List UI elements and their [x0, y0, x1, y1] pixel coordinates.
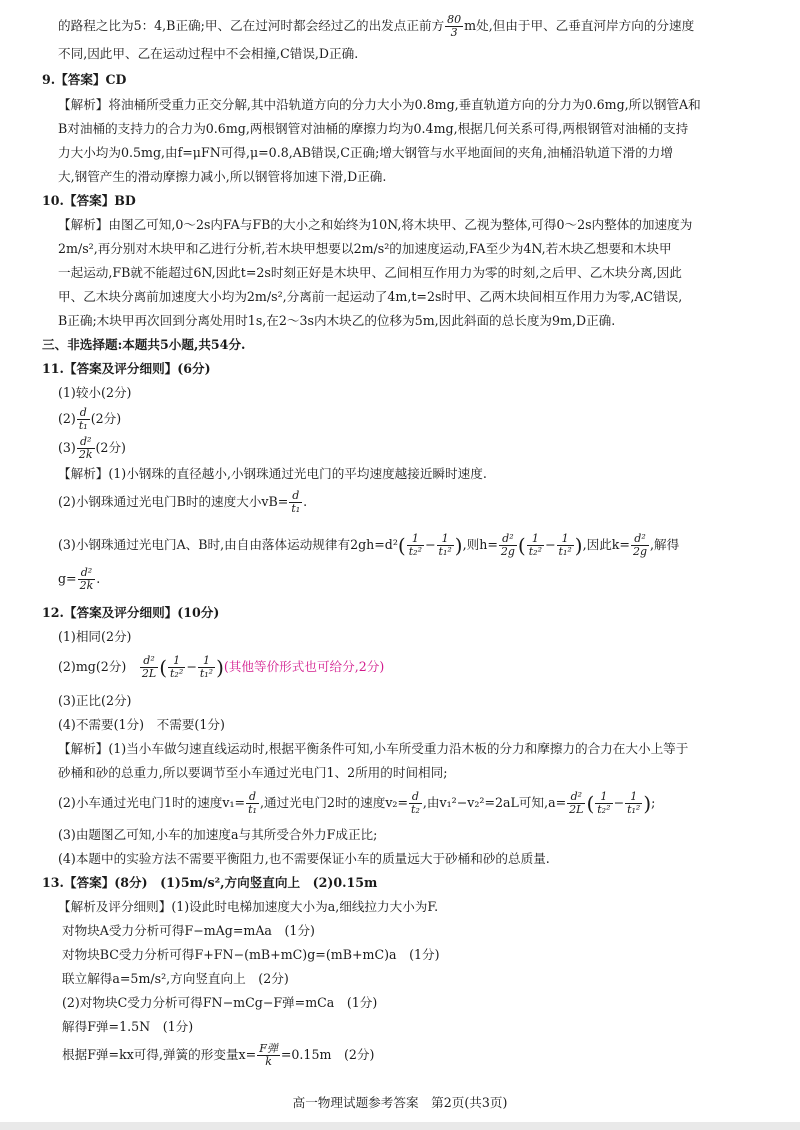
fraction: $\frac{\text{F弹}}{k}$	[259, 1042, 278, 1068]
text-line: 甲、乙木块分离前加速度大小均为2m/s²,分离前一起运动了4m,t=2s时甲、乙两木块间相互作用力为零,AC错误,	[58, 289, 683, 304]
text-run: (2)小钢珠通过光电门B时的速度大小vB=	[58, 494, 289, 509]
denominator: t₁	[78, 419, 88, 432]
fraction: $\frac{1}{\text{t₂²}}$	[597, 790, 611, 816]
fraction: $\frac{d}{\text{t₂}}$	[411, 790, 420, 816]
text-run: ,通过光电门2时的速度v₂=	[259, 795, 409, 810]
fraction	[77, 436, 95, 461]
text-line	[58, 431, 126, 465]
text-run: ,由v₁²−v₂²=2aL可知,a=	[422, 795, 567, 810]
fraction	[77, 407, 90, 432]
text-line: (4)不需要(1分) 不需要(1分)	[58, 717, 225, 732]
text-line: 2m/s²,再分别对木块甲和乙进行分析,若木块甲想要以2m/s²的加速度运动,FA至少为4N,若木块乙想要和木块甲	[58, 241, 672, 256]
fraction: $\frac{\text{d²}}{2L}$	[141, 654, 157, 680]
text-line: 砂桶和砂的总重力,所以要调节至小车通过光电门1、2所用的时间相同;	[58, 765, 448, 780]
text-line: (1)相同(2分)	[58, 629, 132, 644]
text-run: m处,但由于甲、乙垂直河岸方向的分速度	[464, 18, 695, 33]
text-line: 大,钢管产生的滑动摩擦力减小,所以钢管将加速下滑,D正确.	[58, 169, 387, 184]
fraction: $\frac{1}{\text{t₂²}}$	[408, 532, 422, 558]
denominator: t₁	[291, 502, 301, 515]
fraction: $\frac{1}{\text{t₂²}}$	[528, 532, 542, 558]
numerator: 80	[447, 13, 462, 26]
question-heading: 13.【答案】(8分) (1)5m/s²,方向竖直向上 (2)0.15m	[42, 875, 378, 890]
scan-edge	[0, 1122, 800, 1130]
text-line: (2)mg(2分) $\frac{\text{d²}}{2L}$ ( $\frac{1}{\text{t₂²}}$ − $\frac{1}{\text{t₁²}}$ )(其他等价形式也可给分,2分)	[58, 654, 385, 680]
fraction: $\frac{1}{\text{t₁²}}$	[438, 532, 452, 558]
text-line: 【解析】(1)小钢珠的直径越小,小钢珠通过光电门的平均速度越接近瞬时速度.	[58, 466, 487, 481]
page-footer: 高一物理试题参考答案 第2页(共3页)	[292, 1095, 508, 1110]
fraction: $\frac{\text{d²}}{2g}$	[500, 532, 515, 558]
fraction	[289, 490, 302, 515]
text-line: 对物块A受力分析可得F−mAg=mAa (1分)	[62, 923, 315, 938]
text-run: ,因此k=	[582, 537, 630, 552]
text-line: 力大小均为0.5mg,由f=μFN可得,μ=0.8,AB错误,C正确;增大钢管与水平地面间的夹角,油桶沿轨道下滑的力增	[58, 145, 673, 160]
text-run: (3)小钢珠通过光电门A、B时,由自由落体运动规律有2gh=d²	[58, 537, 398, 552]
fraction: $\frac{1}{\text{t₂²}}$	[170, 654, 184, 680]
text-run: (3)	[58, 440, 76, 455]
fraction: $\frac{d}{\text{t₁}}$	[248, 790, 257, 816]
text-line	[62, 1038, 374, 1072]
fraction: $\frac{\text{d²}}{2k}$	[79, 566, 94, 592]
text-line: (3)正比(2分)	[58, 693, 132, 708]
question-heading: 12.【答案及评分细则】(10分)	[42, 605, 220, 620]
text-run: (2分)	[90, 411, 122, 426]
text-line: (2)对物块C受力分析可得FN−mCg−F弹=mCa (1分)	[62, 995, 378, 1010]
text-line: (3)由题图乙可知,小车的加速度a与其所受合外力F成正比;	[58, 827, 378, 842]
text-line: (2)小钢珠通过光电门B时的速度大小vB= $\frac{d}{\text{t₁}}$ .	[58, 489, 308, 515]
section-heading: 三、非选择题:本题共5小题,共54分.	[42, 337, 246, 352]
text-line: B对油桶的支持力的合力为0.6mg,两根钢管对油桶的摩擦力均为0.4mg,根据几何关系可得,两根钢管对油桶的支持	[58, 121, 689, 136]
denominator: 3	[450, 26, 458, 39]
text-run: =0.15m (2分)	[280, 1047, 375, 1062]
text-line: 联立解得a=5m/s²,方向竖直向上 (2分)	[62, 971, 289, 986]
question-heading: 9.【答案】CD	[42, 72, 127, 87]
numerator: d	[289, 490, 302, 503]
question-heading: 11.【答案及评分细则】(6分)	[42, 361, 211, 376]
fraction: $\frac{\text{d²}}{2g}$	[632, 532, 648, 558]
numerator: d	[77, 407, 90, 420]
fraction	[445, 14, 463, 39]
text-line: 不同,因此甲、乙在运动过程中不会相撞,C错误,D正确.	[58, 46, 359, 61]
text-line: (3)小钢珠通过光电门A、B时,由自由落体运动规律有2gh=d²( $\frac{1}{\text{t₂²}}$ − $\frac{1}{\text{t₁²}}$ ),则h= $\frac{\text{d²}}{2g}$ ( $\frac{1}{\text{t₂²}}$ − $\frac{1}{\text{t₁²}}$ ),因此k= $\frac{\text{d²}}{2g}$ ,解得	[58, 532, 680, 558]
numerator: d²	[77, 436, 95, 449]
fraction: $\frac{1}{\text{t₁²}}$	[627, 790, 641, 816]
text-run: (2分)	[95, 440, 126, 455]
text-line: 解得F弹=1.5N (1分)	[62, 1019, 194, 1034]
text-run: 的路程之比为5：4,B正确;甲、乙在过河时都会经过乙的出发点正前方	[58, 18, 445, 33]
fraction: $\frac{\text{d²}}{2L}$	[569, 790, 584, 816]
text-line: 对物块BC受力分析可得F+FN−(mB+mC)g=(mB+mC)a (1分)	[62, 947, 440, 962]
text-line: (2)小车通过光电门1时的速度v₁= $\frac{d}{\text{t₁}}$ ,通过光电门2时的速度v₂= $\frac{d}{\text{t₂}}$ ,由v₁²−v₂²=2aL可知,a= $\frac{\text{d²}}{2L}$ ( $\frac{1}{\text{t₂²}}$ − $\frac{1}{\text{t₁²}}$ );	[58, 790, 656, 816]
question-heading: 10.【答案】BD	[42, 193, 136, 208]
denominator: 2k	[78, 448, 93, 461]
text-line: g= $\frac{\text{d²}}{2k}$ .	[58, 566, 101, 592]
text-line: 【解析及评分细则】(1)设此时电梯加速度大小为a,细线拉力大小为F.	[58, 899, 439, 914]
text-line: 【解析】由图乙可知,0～2s内FA与FB的大小之和始终为10N,将木块甲、乙视为整体,可得0～2s内整体的加速度为	[58, 217, 693, 232]
text-run: ,解得	[650, 537, 680, 552]
text-run: 根据F弹=kx可得,弹簧的形变量x=	[62, 1047, 257, 1062]
text-run: (2)小车通过光电门1时的速度v₁=	[58, 795, 246, 810]
text-line: (1)较小(2分)	[58, 385, 132, 400]
text-line: 【解析】将油桶所受重力正交分解,其中沿轨道方向的分力大小为0.8mg,垂直轨道方向的分力为0.6mg,所以钢管A和	[58, 97, 701, 112]
text-line: 【解析】(1)当小车做匀速直线运动时,根据平衡条件可知,小车所受重力沿木板的分力和摩擦力的合力在大小上等于	[58, 741, 689, 756]
text-run: g=	[58, 571, 77, 586]
text-run: ,则h=	[462, 537, 498, 552]
text-line: (4)本题中的实验方法不需要平衡阻力,也不需要保证小车的质量远大于砂桶和砂的总质量.	[58, 851, 550, 866]
text-run: (2)mg(2分)	[58, 659, 127, 674]
text-line: 一起运动,FB就不能超过6N,因此t=2s时刻正好是木块甲、乙间相互作用力为零的时刻,之后甲、乙木块分离,因此	[58, 265, 682, 280]
text-run: (2)	[58, 411, 76, 426]
text-line: B正确;木块甲再次回到分离处用时1s,在2～3s内木块乙的位移为5m,因此斜面的总长度为9m,D正确.	[58, 313, 616, 328]
text-line	[58, 14, 694, 39]
grading-note: (其他等价形式也可给分,2分)	[223, 659, 385, 674]
fraction: $\frac{1}{\text{t₁²}}$	[199, 654, 214, 680]
fraction: $\frac{1}{\text{t₁²}}$	[558, 532, 572, 558]
